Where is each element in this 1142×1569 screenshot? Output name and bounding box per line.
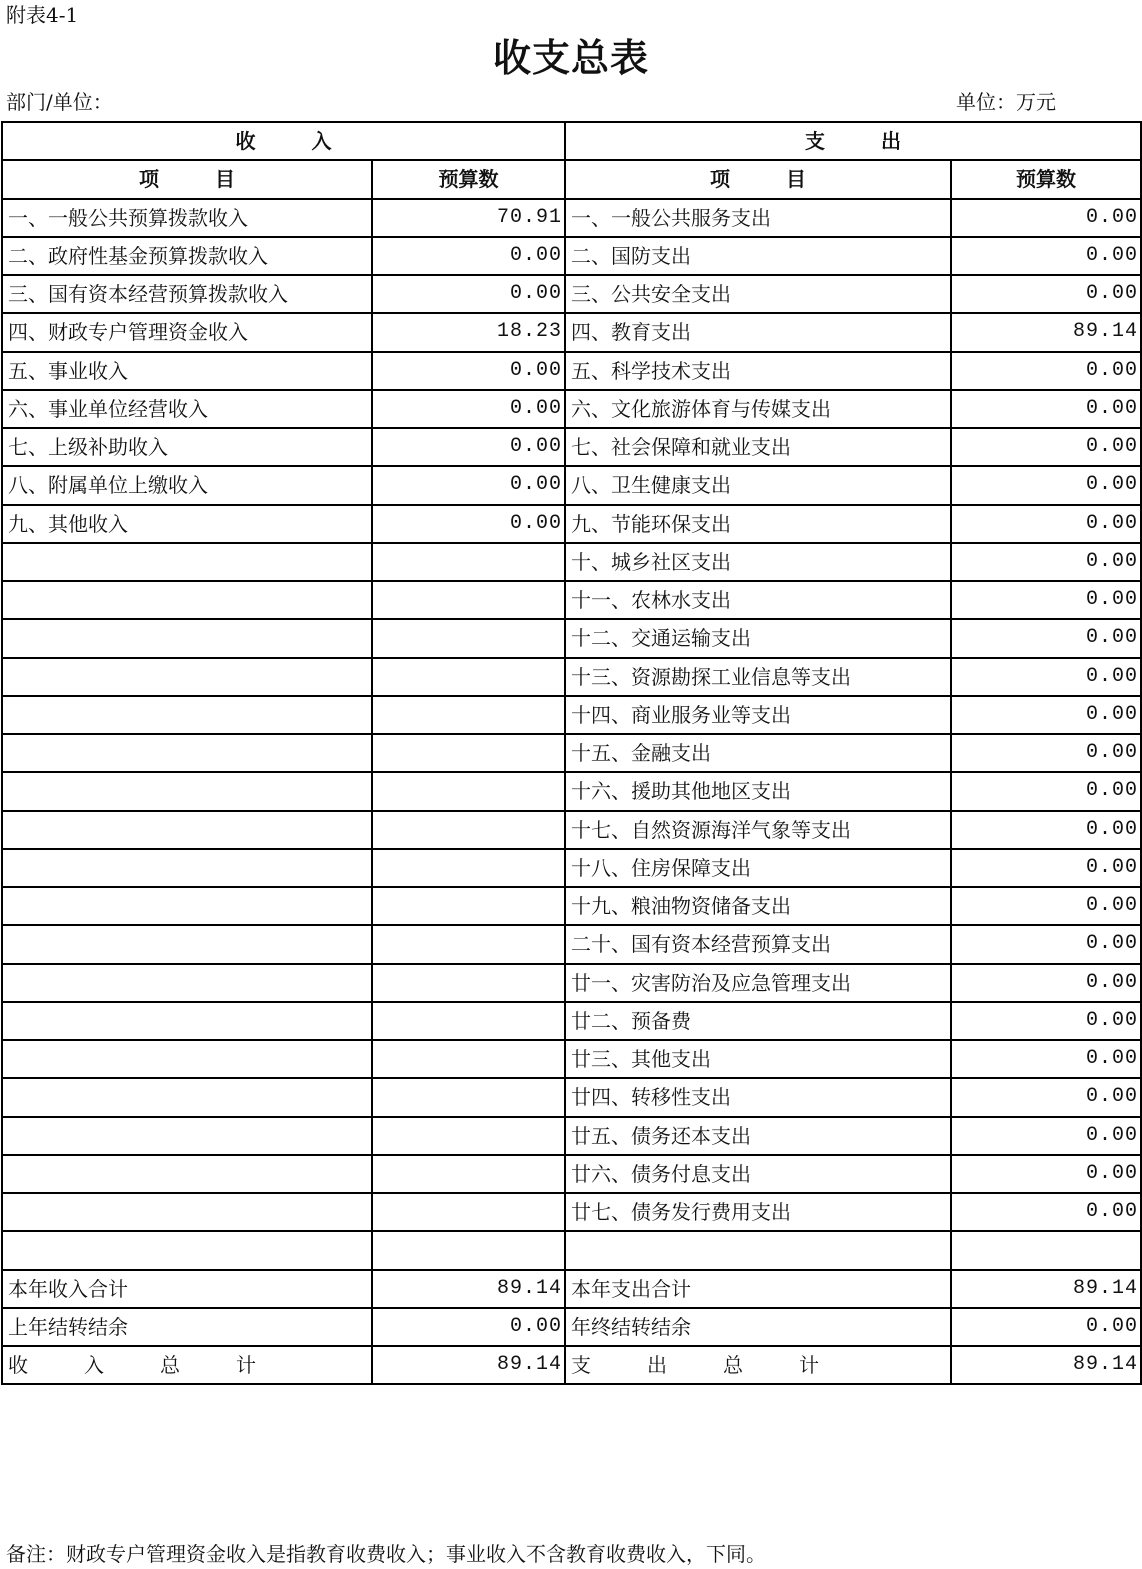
income-item-name: [2, 1078, 372, 1116]
expense-item-name: 廿一、灾害防治及应急管理支出: [565, 964, 951, 1002]
blank-cell: [372, 1231, 565, 1269]
expense-item-value: 0.00: [951, 619, 1141, 657]
expense-item-value: 0.00: [951, 466, 1141, 504]
expense-item-value: 0.00: [951, 1040, 1141, 1078]
expense-item-value: 0.00: [951, 658, 1141, 696]
expense-item-name: 十、城乡社区支出: [565, 543, 951, 581]
summary-income-name: 本年收入合计: [2, 1270, 372, 1308]
summary-income-value: 0.00: [372, 1308, 565, 1346]
income-item-name: [2, 811, 372, 849]
page-title: 收支总表: [492, 35, 649, 80]
income-item-value: [372, 619, 565, 657]
income-item-value: [372, 696, 565, 734]
expense-item-value: 0.00: [951, 1155, 1141, 1193]
income-item-header: [2, 160, 372, 198]
expense-item-value: 0.00: [951, 925, 1141, 963]
income-item-value: [372, 1117, 565, 1155]
table-row: [2, 734, 1141, 772]
expense-item-value: 0.00: [951, 543, 1141, 581]
expense-item-name: 六、文化旅游体育与传媒支出: [565, 390, 951, 428]
table-row: [2, 964, 1141, 1002]
income-item-value: [372, 1002, 565, 1040]
income-header-char-1: 收: [235, 129, 256, 154]
income-item-name: [2, 619, 372, 657]
blank-row: [2, 1231, 1141, 1269]
table-row: [2, 1155, 1141, 1193]
table-row: [2, 849, 1141, 887]
table-row: [2, 1040, 1141, 1078]
summary-expense-value: 89.14: [951, 1270, 1141, 1308]
footnote: 备注：财政专户管理资金收入是指教育收费收入；事业收入不含教育收费收入，下同。: [6, 1542, 766, 1566]
blank-cell: [565, 1231, 951, 1269]
table-row: [2, 925, 1141, 963]
grand-total-income-label-char: 总: [160, 1353, 180, 1378]
table-body: [2, 122, 1141, 1384]
blank-cell: [951, 1231, 1141, 1269]
expense-header-char-2: 出: [881, 129, 901, 154]
table-row: [2, 811, 1141, 849]
table-row: [2, 352, 1141, 390]
expense-item-name: 十六、援助其他地区支出: [565, 772, 951, 810]
summary-expense-value: 0.00: [951, 1308, 1141, 1346]
income-budget-header: 预算数: [372, 160, 565, 198]
income-item-value: [372, 811, 565, 849]
section-header-row: [2, 122, 1141, 160]
income-item-name: [2, 887, 372, 925]
income-header-char-2: 入: [311, 129, 332, 154]
expense-item-name: 十三、资源勘探工业信息等支出: [565, 658, 951, 696]
income-item-value: 0.00: [372, 237, 565, 275]
income-item-name: [2, 1002, 372, 1040]
income-item-name: 五、事业收入: [2, 352, 372, 390]
table-row: [2, 581, 1141, 619]
table-row: [2, 428, 1141, 466]
income-item-name: 八、附属单位上缴收入: [2, 466, 372, 504]
income-item-value: [372, 581, 565, 619]
expense-item-name: 三、公共安全支出: [565, 275, 951, 313]
income-item-name: [2, 772, 372, 810]
income-item-value: 0.00: [372, 505, 565, 543]
table-row: [2, 505, 1141, 543]
expense-item-name: 廿二、预备费: [565, 1002, 951, 1040]
expense-item-value: 0.00: [951, 581, 1141, 619]
table-row: [2, 466, 1141, 504]
budget-summary-table: [1, 121, 1142, 1385]
expense-item-name: 七、社会保障和就业支出: [565, 428, 951, 466]
attachment-number: 附表4-1: [6, 3, 79, 27]
grand-total-expense-label-char: 出: [647, 1353, 667, 1378]
income-item-name: 七、上级补助收入: [2, 428, 372, 466]
column-header-row: [2, 160, 1141, 198]
table-row: [2, 772, 1141, 810]
grand-total-income-value: 89.14: [372, 1346, 565, 1384]
expense-item-value: 0.00: [951, 390, 1141, 428]
expense-item-name: 廿六、债务付息支出: [565, 1155, 951, 1193]
grand-total-row: [2, 1346, 1141, 1384]
table-row: [2, 1002, 1141, 1040]
table-row: [2, 390, 1141, 428]
income-item-name: [2, 1040, 372, 1078]
income-item-value: [372, 658, 565, 696]
expense-item-value: 0.00: [951, 199, 1141, 237]
table-row: [2, 619, 1141, 657]
expense-item-value: 0.00: [951, 1193, 1141, 1231]
grand-total-expense-label: [565, 1346, 951, 1384]
income-item-name: [2, 1155, 372, 1193]
expense-item-value: 0.00: [951, 964, 1141, 1002]
grand-total-expense-label-char: 支: [571, 1353, 591, 1378]
expense-item-name: 十一、农林水支出: [565, 581, 951, 619]
income-item-name: 九、其他收入: [2, 505, 372, 543]
expense-item-value: 0.00: [951, 237, 1141, 275]
expense-item-value: 0.00: [951, 734, 1141, 772]
table-row: [2, 1078, 1141, 1116]
expense-item-name: 一、一般公共服务支出: [565, 199, 951, 237]
summary-income-name: 上年结转结余: [2, 1308, 372, 1346]
table-row: [2, 275, 1141, 313]
expense-item-header: [565, 160, 951, 198]
item-header-char-1: 项: [139, 167, 159, 192]
expense-item-name: 二十、国有资本经营预算支出: [565, 925, 951, 963]
income-item-name: 六、事业单位经营收入: [2, 390, 372, 428]
income-item-value: [372, 734, 565, 772]
summary-row: [2, 1270, 1141, 1308]
expense-item-name: 十九、粮油物资储备支出: [565, 887, 951, 925]
expense-item-name: 十二、交通运输支出: [565, 619, 951, 657]
expense-item-name: 四、教育支出: [565, 313, 951, 351]
grand-total-income-label-char: 入: [84, 1353, 104, 1378]
item-header-char-2: 目: [786, 167, 806, 192]
expense-item-name: 廿七、债务发行费用支出: [565, 1193, 951, 1231]
income-item-value: 70.91: [372, 199, 565, 237]
expense-item-name: 廿三、其他支出: [565, 1040, 951, 1078]
expense-item-name: 十八、住房保障支出: [565, 849, 951, 887]
grand-total-expense-label-char: 计: [799, 1353, 819, 1378]
expense-item-name: 二、国防支出: [565, 237, 951, 275]
expense-item-name: 五、科学技术支出: [565, 352, 951, 390]
expense-item-value: 0.00: [951, 887, 1141, 925]
income-item-value: [372, 1078, 565, 1116]
income-item-name: 三、国有资本经营预算拨款收入: [2, 275, 372, 313]
income-item-name: [2, 849, 372, 887]
income-item-value: [372, 887, 565, 925]
expense-item-name: 十五、金融支出: [565, 734, 951, 772]
summary-expense-name: 年终结转结余: [565, 1308, 951, 1346]
expense-section-header: [565, 122, 1141, 160]
item-header-char-2: 目: [215, 167, 235, 192]
income-item-name: [2, 1193, 372, 1231]
income-item-value: 0.00: [372, 466, 565, 504]
table-row: [2, 543, 1141, 581]
income-item-value: [372, 1040, 565, 1078]
income-item-value: [372, 543, 565, 581]
expense-item-name: 八、卫生健康支出: [565, 466, 951, 504]
income-item-value: 18.23: [372, 313, 565, 351]
summary-row: [2, 1308, 1141, 1346]
expense-item-value: 0.00: [951, 849, 1141, 887]
income-item-name: [2, 696, 372, 734]
expense-item-value: 0.00: [951, 1078, 1141, 1116]
table-row: [2, 658, 1141, 696]
expense-item-name: 廿五、债务还本支出: [565, 1117, 951, 1155]
grand-total-expense-label-char: 总: [723, 1353, 743, 1378]
item-header-char-1: 项: [710, 167, 730, 192]
income-item-name: [2, 925, 372, 963]
unit-label: 单位：万元: [956, 90, 1056, 114]
income-item-name: 二、政府性基金预算拨款收入: [2, 237, 372, 275]
income-item-name: [2, 734, 372, 772]
table-row: [2, 887, 1141, 925]
income-section-header: [2, 122, 565, 160]
expense-item-value: 89.14: [951, 313, 1141, 351]
income-item-name: [2, 581, 372, 619]
income-item-name: [2, 658, 372, 696]
table-row: [2, 237, 1141, 275]
expense-item-value: 0.00: [951, 352, 1141, 390]
table-row: [2, 199, 1141, 237]
income-item-value: [372, 964, 565, 1002]
expense-item-name: 廿四、转移性支出: [565, 1078, 951, 1116]
income-item-value: 0.00: [372, 352, 565, 390]
income-item-value: [372, 1193, 565, 1231]
expense-item-value: 0.00: [951, 696, 1141, 734]
expense-item-value: 0.00: [951, 275, 1141, 313]
income-item-name: [2, 1117, 372, 1155]
income-item-name: [2, 543, 372, 581]
income-item-name: [2, 964, 372, 1002]
table-row: [2, 1193, 1141, 1231]
expense-budget-header: 预算数: [951, 160, 1141, 198]
summary-income-value: 89.14: [372, 1270, 565, 1308]
income-item-value: [372, 925, 565, 963]
income-item-value: 0.00: [372, 428, 565, 466]
department-label: 部门/单位：: [6, 90, 113, 114]
table-row: [2, 1117, 1141, 1155]
blank-cell: [2, 1231, 372, 1269]
income-item-value: [372, 772, 565, 810]
table-row: [2, 313, 1141, 351]
expense-item-value: 0.00: [951, 505, 1141, 543]
expense-item-name: 十四、商业服务业等支出: [565, 696, 951, 734]
expense-item-value: 0.00: [951, 428, 1141, 466]
income-item-value: [372, 1155, 565, 1193]
table-row: [2, 696, 1141, 734]
income-item-value: [372, 849, 565, 887]
income-item-name: 四、财政专户管理资金收入: [2, 313, 372, 351]
expense-item-value: 0.00: [951, 811, 1141, 849]
expense-header-char-1: 支: [805, 129, 825, 154]
grand-total-expense-value: 89.14: [951, 1346, 1141, 1384]
income-item-value: 0.00: [372, 390, 565, 428]
summary-expense-name: 本年支出合计: [565, 1270, 951, 1308]
expense-item-value: 0.00: [951, 1002, 1141, 1040]
income-item-value: 0.00: [372, 275, 565, 313]
grand-total-income-label-char: 计: [236, 1353, 256, 1378]
expense-item-name: 九、节能环保支出: [565, 505, 951, 543]
expense-item-name: 十七、自然资源海洋气象等支出: [565, 811, 951, 849]
grand-total-income-label: [2, 1346, 372, 1384]
grand-total-income-label-char: 收: [8, 1353, 28, 1378]
expense-item-value: 0.00: [951, 1117, 1141, 1155]
income-item-name: 一、一般公共预算拨款收入: [2, 199, 372, 237]
expense-item-value: 0.00: [951, 772, 1141, 810]
